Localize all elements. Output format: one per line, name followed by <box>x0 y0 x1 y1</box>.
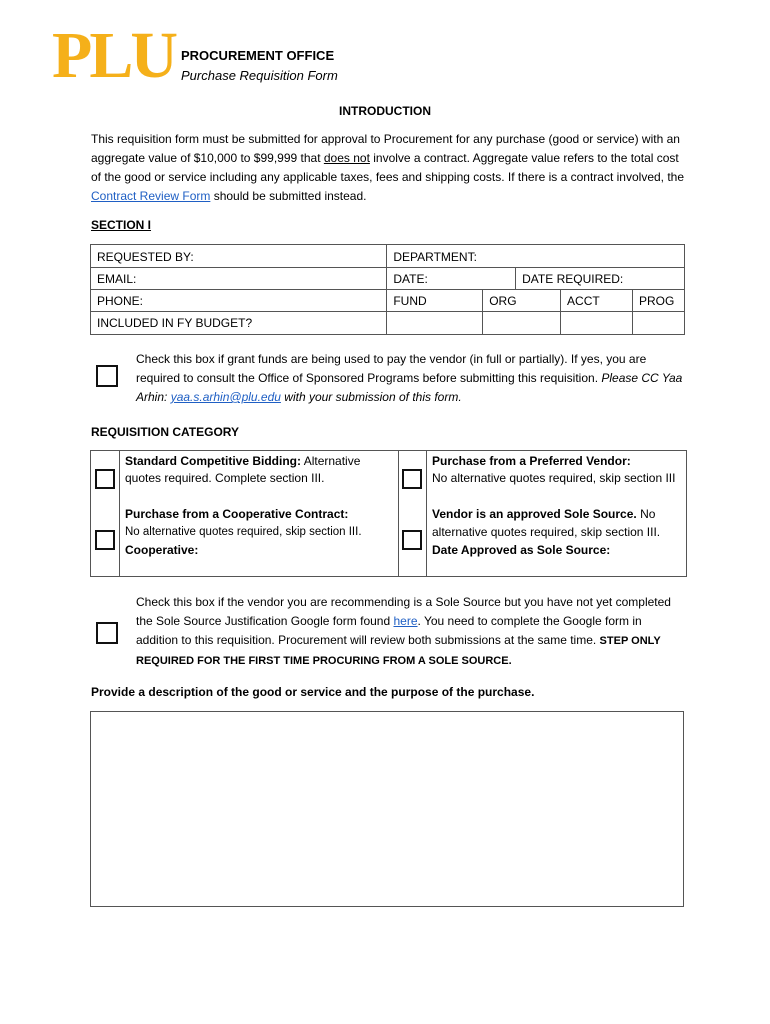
fund-label: FUND <box>387 290 483 312</box>
section-i-table <box>90 244 685 335</box>
date-field[interactable]: DATE: <box>387 268 516 290</box>
date-approved-sole-source-field[interactable]: Date Approved as Sole Source: <box>432 543 611 557</box>
sole-source-option: Vendor is an approved Sole Source. No alternative quotes required, skip section III. Date Approved as Sole Source: <box>432 505 684 559</box>
org-input[interactable] <box>483 312 561 335</box>
competitive-bidding-checkbox[interactable] <box>95 469 115 489</box>
department-field[interactable]: DEPARTMENT: <box>387 245 685 268</box>
office-title: PROCUREMENT OFFICE <box>181 48 335 63</box>
grant-funds-note: Check this box if grant funds are being used to pay the vendor (in full or partially). If yes, you are required to consult the Office of Sponsored Programs before submitting this requisition. Please CC Yaa Arhin: yaa.s.arhin@plu.edu with your submission of this form. <box>136 352 683 404</box>
prog-input[interactable] <box>632 312 684 335</box>
acct-input[interactable] <box>561 312 633 335</box>
contract-review-form-link[interactable]: Contract Review Form <box>91 189 211 203</box>
competitive-bidding-option: Standard Competitive Bidding: Alternative quotes required. Complete section III. <box>125 454 361 485</box>
email-field[interactable]: EMAIL: <box>91 268 387 290</box>
description-prompt: Provide a description of the good or service and the purpose of the purchase. <box>91 685 535 699</box>
requisition-category-table <box>90 450 687 577</box>
sole-source-note: Check this box if the vendor you are recommending is a Sole Source but you have not yet completed the Sole Source Justification Google form found here. You need to complete the Google form in addition to this requisition. Procurement will review both submissions at the same time. STEP ONLY REQUIRED FOR THE FIRST TIME PROCURING FROM A SOLE SOURCE. <box>136 595 671 667</box>
requisition-category-heading: REQUISITION CATEGORY <box>91 425 240 439</box>
preferred-vendor-checkbox[interactable] <box>402 469 422 489</box>
fund-input[interactable] <box>387 312 483 335</box>
cooperative-contract-checkbox[interactable] <box>95 530 115 550</box>
introduction-heading: INTRODUCTION <box>339 104 431 118</box>
cooperative-field[interactable]: Cooperative: <box>125 543 199 557</box>
sole-source-google-form-link[interactable]: here <box>393 614 418 628</box>
section-i-heading: SECTION I <box>91 218 152 232</box>
preferred-vendor-option: Purchase from a Preferred Vendor: No alternative quotes required, skip section III <box>432 454 676 485</box>
plu-logo: PLU <box>52 19 175 92</box>
phone-field[interactable]: PHONE: <box>91 290 387 312</box>
introduction-paragraph: This requisition form must be submitted for approval to Procurement for any purchase (good or service) with an aggregate value of $10,000 to $99,999 that does not involve a contract. Aggregate value refers to the total cost of the good or service including any applicable taxes, fees and shipping costs. If there is a contract involved, the Contract Review Form should be submitted instead. <box>91 132 685 203</box>
sole-source-justification-checkbox[interactable] <box>96 622 118 644</box>
acct-label: ACCT <box>561 290 633 312</box>
requested-by-field[interactable]: REQUESTED BY: <box>91 245 387 268</box>
included-budget-field[interactable]: INCLUDED IN FY BUDGET? <box>91 312 387 335</box>
prog-label: PROG <box>632 290 684 312</box>
org-label: ORG <box>483 290 561 312</box>
date-required-field[interactable]: DATE REQUIRED: <box>516 268 685 290</box>
form-title: Purchase Requisition Form <box>181 68 338 83</box>
yaa-arhin-email-link[interactable]: yaa.s.arhin@plu.edu <box>170 390 281 404</box>
sole-source-checkbox[interactable] <box>402 530 422 550</box>
cooperative-contract-option: Purchase from a Cooperative Contract: No alternative quotes required, skip section III. Cooperative: <box>125 505 397 559</box>
does-not-emphasis: does not <box>323 151 370 165</box>
description-textarea[interactable] <box>90 711 684 907</box>
grant-funds-checkbox[interactable] <box>96 365 118 387</box>
